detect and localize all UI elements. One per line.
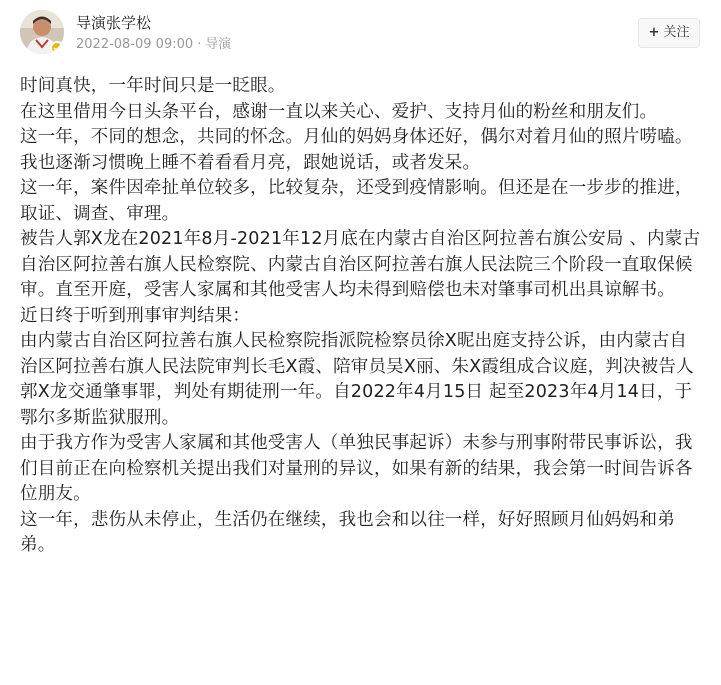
author-role: 导演: [205, 37, 232, 52]
paragraph: 被告人郭X龙在2021年8月-2021年12月底在内蒙古自治区阿拉善右旗公安局 、内蒙古自治区阿拉善右旗人民检察院、内蒙古自治区阿拉善右旗人民法院三个阶段一直取保候审。直至开庭，受害人家属和其他受害人均未得到赔偿也未对肇事司机出具谅解书。: [20, 229, 701, 300]
author-name[interactable]: 导演张学松: [76, 14, 152, 32]
follow-label: 关注: [663, 25, 690, 40]
paragraph: 这一年，案件因牵扯单位较多，比较复杂，还受到疫情影响。但还是在一步步的推进，取证、调查、审理。: [20, 178, 693, 224]
meta-separator: ·: [197, 37, 202, 52]
plus-icon: +: [648, 25, 660, 40]
avatar[interactable]: [20, 10, 64, 54]
author-header: [20, 8, 700, 60]
paragraph: 这一年，不同的想念，共同的怀念。月仙的妈妈身体还好，偶尔对着月仙的照片唠嗑。我也逐渐习惯晚上睡不着看看月亮，跟她说话，或者发呆。: [20, 127, 693, 173]
verified-badge-icon: [50, 41, 64, 54]
post-meta: [76, 37, 231, 53]
follow-button[interactable]: [638, 18, 700, 48]
paragraph: 由内蒙古自治区阿拉善右旗人民检察院指派院检察员徐X昵出庭支持公诉，由内蒙古自治区阿拉善右旗人民法院审判长毛X霞、陪审员吴X丽、朱X霞组成合议庭，判决被告人郭X龙交通肇事罪，判处有期徒刑一年。自2022年4月15日 起至2023年4月14日，于鄂尔多斯监狱服刑。: [20, 331, 694, 428]
paragraph: 由于我方作为受害人家属和其他受害人（单独民事起诉）未参与刑事附带民事诉讼，我们目前正在向检察机关提出我们对量刑的异议，如果有新的结果，我会第一时间告诉各位朋友。: [20, 433, 693, 504]
paragraph: 时间真快，一年时间只是一眨眼。: [20, 76, 286, 96]
article-body: [20, 74, 704, 559]
paragraph: 在这里借用今日头条平台，感谢一直以来关心、爱护、支持月仙的粉丝和朋友们。: [20, 101, 658, 122]
paragraph: 近日终于听到刑事审判结果：: [20, 305, 251, 326]
post-date: 2022-08-09 09:00: [76, 37, 194, 52]
paragraph: 这一年，悲伤从未停止，生活仍在继续，我也会和以往一样，好好照顾月仙妈妈和弟弟。: [20, 509, 675, 555]
